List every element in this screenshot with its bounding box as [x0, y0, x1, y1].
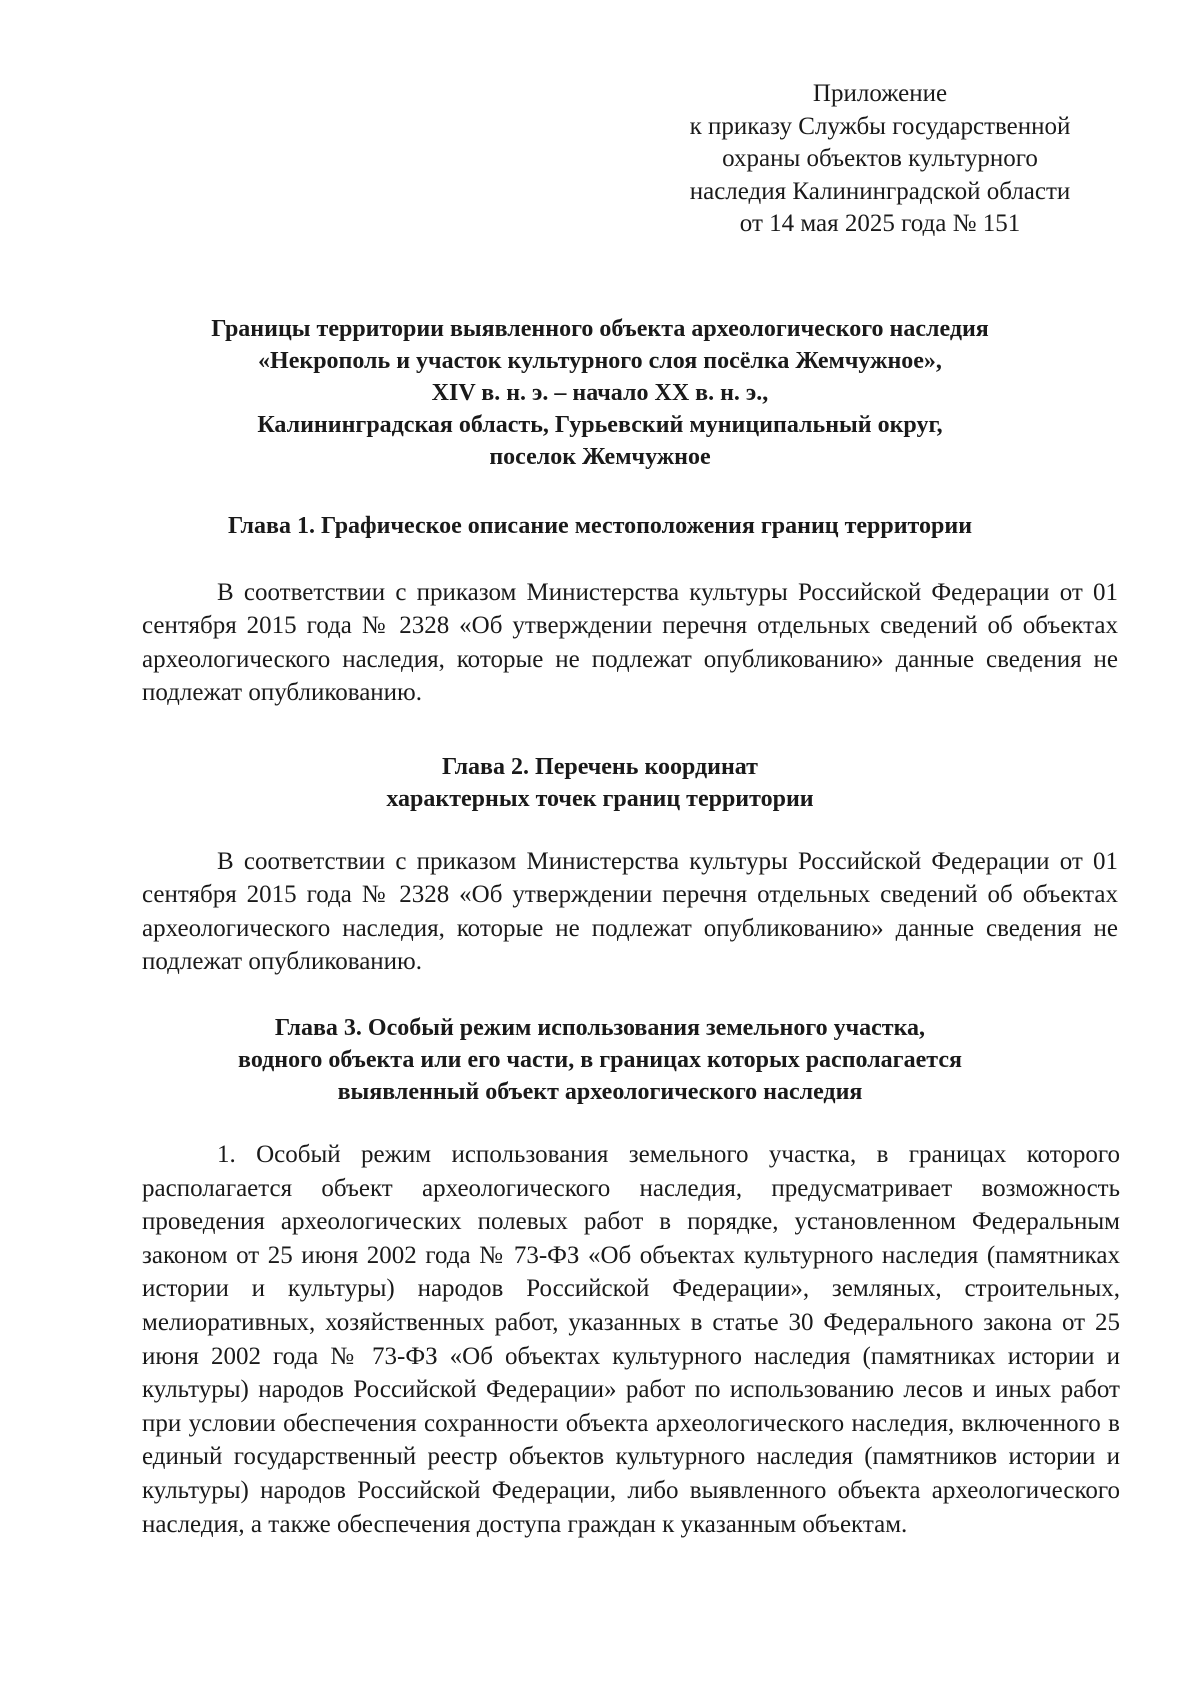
chapter2-heading: [140, 751, 1060, 815]
chapter3-heading: [140, 1012, 1060, 1108]
heading-line: Глава 3. Особый режим использования земельного участка,: [274, 1015, 926, 1041]
appendix-line: наследия Калининградской области: [689, 177, 1071, 205]
heading-line: Глава 1. Графическое описание местоположения границ территории: [227, 513, 973, 539]
appendix-line: к приказу Службы государственной: [689, 112, 1071, 140]
appendix-block: [600, 78, 1160, 241]
heading-line: выявленный объект археологического наследия: [337, 1079, 863, 1105]
title-line: «Некрополь и участок культурного слоя посёлка Жемчужное»,: [258, 348, 942, 374]
heading-line: водного объекта или его части, в границах которых располагается: [238, 1047, 962, 1073]
chapter3-paragraph: 1. Особый режим использования земельного участка, в границах которого располагается объект археологического наследия, предусматривает возможность проведения археологических полевых работ в порядке, установленном Федеральным законом от 25 июня 2002 года № 73-ФЗ «Об объектах культурного наследия (памятниках истории и культуры) народов Российской Федерации», земляных, строительных, мелиоративных, хозяйственных работ, указанных в статье 30 Федерального закона от 25 июня 2002 года № 73-ФЗ «Об объектах культурного наследия (памятниках истории и культуры) народов Российской Федерации» работ по использованию лесов и иных работ при условии обеспечения сохранности объекта археологического наследия, включенного в единый государственный реестр объектов культурного наследия (памятников истории и культуры) народов Российской Федерации, либо выявленного объекта археологического наследия, а также обеспечения доступа граждан к указанным объектам.: [142, 1141, 1120, 1538]
title-line: XIV в. н. э. – начало XX в. н. э.,: [431, 380, 769, 406]
title-line: Границы территории выявленного объекта археологического наследия: [211, 316, 989, 342]
heading-line: Глава 2. Перечень координат: [442, 754, 758, 780]
chapter2-paragraph: В соответствии с приказом Министерства культуры Российской Федерации от 01 сентября 2015 года № 2328 «Об утверждении перечня отдельных сведений об объектах археологического наследия, которые не подлежат опубликованию» данные сведения не подлежат опубликованию.: [142, 848, 1118, 975]
document-title: [140, 313, 1060, 473]
title-line: поселок Жемчужное: [489, 444, 711, 470]
chapter1-paragraph: В соответствии с приказом Министерства культуры Российской Федерации от 01 сентября 2015 года № 2328 «Об утверждении перечня отдельных сведений об объектах археологического наследия, которые не подлежат опубликованию» данные сведения не подлежат опубликованию.: [142, 579, 1118, 706]
heading-line: характерных точек границ территории: [386, 786, 814, 812]
appendix-line: от 14 мая 2025 года № 151: [739, 210, 1021, 237]
appendix-line: охраны объектов культурного: [722, 145, 1038, 172]
title-line: Калининградская область, Гурьевский муниципальный округ,: [257, 412, 943, 438]
chapter1-heading: [140, 510, 1060, 542]
appendix-line: Приложение: [812, 80, 948, 107]
